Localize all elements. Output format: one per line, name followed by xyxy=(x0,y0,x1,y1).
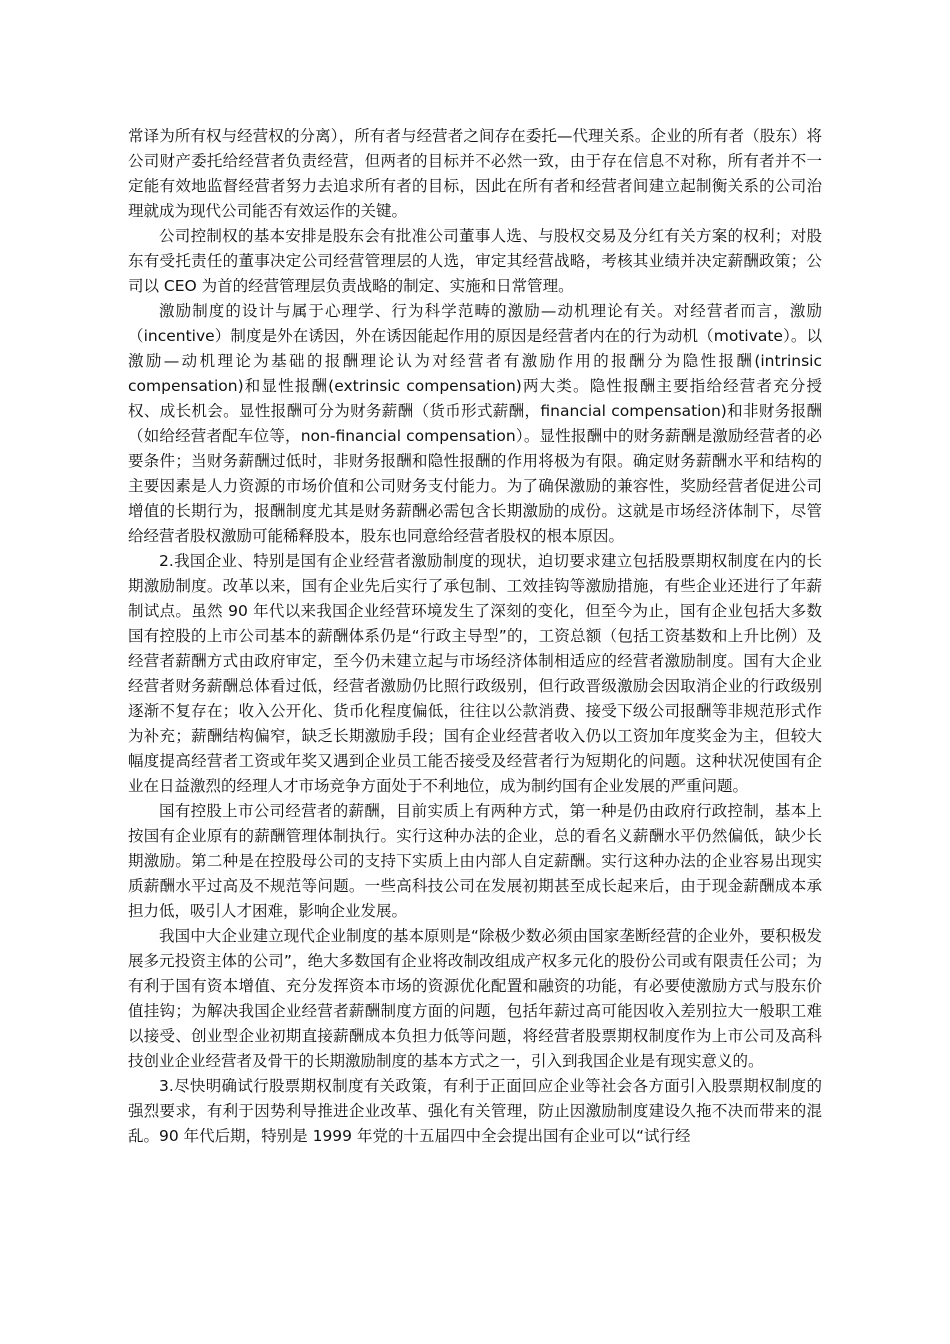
paragraph-7: 3.尽快明确试行股票期权制度有关政策，有利于正面回应企业等社会各方面引入股票期权制度的强烈要求，有利于因势利导推进企业改革、强化有关管理，防止因激励制度建设久拖不决而带来的混乱。90 年代后期，特别是 1999 年党的十五届四中全会提出国有企业可以“试行经 xyxy=(128,1077,822,1145)
paragraph-1: 常译为所有权与经营权的分离），所有者与经营者之间存在委托—代理关系。企业的所有者（股东）将公司财产委托给经营者负责经营，但两者的目标并不必然一致，由于存在信息不对称，所有者并不一定能有效地监督经营者努力去追求所有者的目标，因此在所有者和经营者间建立起制衡关系的公司治理就成为现代公司能否有效运作的关键。 xyxy=(128,127,822,220)
paragraph-6: 我国中大企业建立现代企业制度的基本原则是“除极少数必须由国家垄断经营的企业外，要积极发展多元投资主体的公司”，绝大多数国有企业将改制改组成产权多元化的股份公司或有限责任公司；为有利于国有资本增值、充分发挥资本市场的资源优化配置和融资的功能，有必要使激励方式与股东价值挂钩；为解决我国企业经营者薪酬制度方面的问题，包括年薪过高可能因收入差别拉大一般职工难以接受、创业型企业初期直接薪酬成本负担力低等问题，将经营者股票期权制度作为上市公司及高科技创业企业经营者及骨干的长期激励制度的基本方式之一，引入到我国企业是有现实意义的。 xyxy=(128,927,822,1070)
document-page xyxy=(128,124,822,1149)
paragraph-3: 激励制度的设计与属于心理学、行为科学范畴的激励—动机理论有关。对经营者而言，激励（incentive）制度是外在诱因，外在诱因能起作用的原因是经营者内在的行为动机（motivate）。以激励—动机理论为基础的报酬理论认为对经营者有激励作用的报酬分为隐性报酬(intrinsic compensation)和显性报酬(extrinsic compensation)两大类。隐性报酬主要指给经营者充分授权、成长机会。显性报酬可分为财务薪酬（货币形式薪酬，financial compensation)和非财务报酬（如给经营者配车位等，non-financial compensation）。显性报酬中的财务薪酬是激励经营者的必要条件；当财务薪酬过低时，非财务报酬和隐性报酬的作用将极为有限。确定财务薪酬水平和结构的主要因素是人力资源的市场价值和公司财务支付能力。为了确保激励的兼容性，奖励经营者促进公司增值的长期行为，报酬制度尤其是财务薪酬必需包含长期激励的成份。这就是市场经济体制下，尽管给经营者股权激励可能稀释股本，股东也同意给经营者股权的根本原因。 xyxy=(128,302,822,545)
paragraph-4: 2.我国企业、特别是国有企业经营者激励制度的现状，迫切要求建立包括股票期权制度在内的长期激励制度。改革以来，国有企业先后实行了承包制、工效挂钩等激励措施，有些企业还进行了年薪制试点。虽然 90 年代以来我国企业经营环境发生了深刻的变化，但至今为止，国有企业包括大多数国有控股的上市公司基本的薪酬体系仍是“行政主导型”的，工资总额（包括工资基数和上升比例）及经营者薪酬方式由政府审定，至今仍未建立起与市场经济体制相适应的经营者激励制度。国有大企业经营者财务薪酬总体看过低，经营者激励仍比照行政级别，但行政晋级激励会因取消企业的行政级别逐渐不复存在；收入公开化、货币化程度偏低，往往以公款消费、接受下级公司报酬等非规范形式作为补充；薪酬结构偏窄，缺乏长期激励手段；国有企业经营者收入仍以工资加年度奖金为主，但较大幅度提高经营者工资或年奖又遇到企业员工能否接受及经营者行为短期化的问题。这种状况使国有企业在日益激烈的经理人才市场竞争方面处于不利地位，成为制约国有企业发展的严重问题。 xyxy=(128,552,822,795)
paragraph-2: 公司控制权的基本安排是股东会有批准公司董事人选、与股权交易及分红有关方案的权利；对股东有受托责任的董事决定公司经营管理层的人选，审定其经营战略，考核其业绩并决定薪酬政策；公司以 CEO 为首的经营管理层负责战略的制定、实施和日常管理。 xyxy=(128,227,822,295)
paragraph-5: 国有控股上市公司经营者的薪酬，目前实质上有两种方式，第一种是仍由政府行政控制，基本上按国有企业原有的薪酬管理体制执行。实行这种办法的企业，总的看名义薪酬水平仍然偏低，缺少长期激励。第二种是在控股母公司的支持下实质上由内部人自定薪酬。实行这种办法的企业容易出现实质薪酬水平过高及不规范等问题。一些高科技公司在发展初期甚至成长起来后，由于现金薪酬成本承担力低，吸引人才困难，影响企业发展。 xyxy=(128,802,822,920)
